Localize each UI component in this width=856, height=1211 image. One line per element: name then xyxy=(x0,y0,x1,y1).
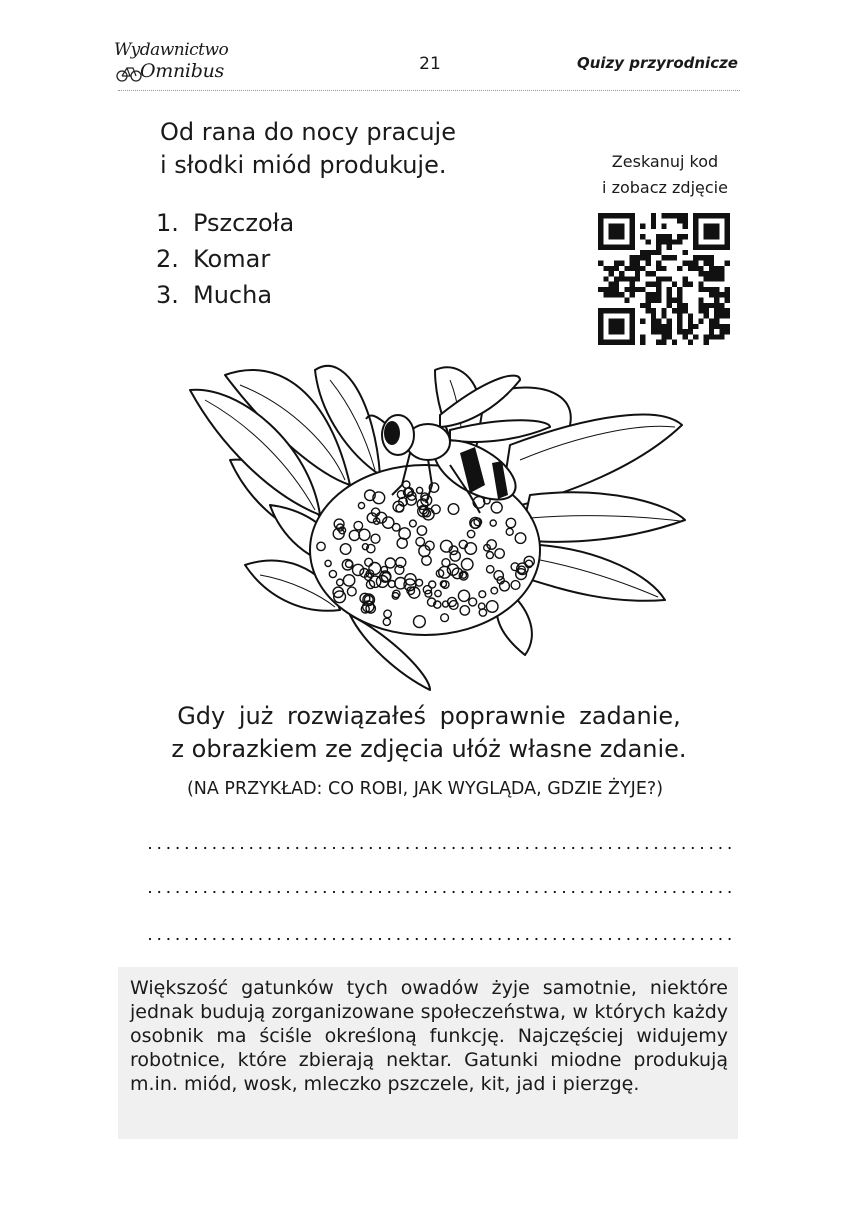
answer-writing-line[interactable] xyxy=(148,842,740,852)
fact-text: Większość gatunków tych owadów żyje samotnie, niektóre jednak budują zorganizowane społeczeństwa, w których każdy osobnik ma ściśle określoną funkcję. Najczęściej widujemy robotnice, które zbierają nektar. Gatunki miodne produkują m.in. miód, wosk, mleczko pszczele, kit, jad i pierzgę. xyxy=(130,977,728,1095)
answer-label: Pszczoła xyxy=(193,209,295,237)
page-number: 21 xyxy=(419,54,441,74)
task-line-1: Gdy już rozwiązałeś poprawnie zadanie, xyxy=(177,702,681,730)
qr-caption-line-2: i zobacz zdjęcie xyxy=(602,178,728,197)
answer-option xyxy=(156,277,294,313)
publisher-name-line1: Wydawnictwo xyxy=(114,40,229,60)
answer-option xyxy=(156,205,294,241)
riddle-line-2: i słodki miód produkuje. xyxy=(160,151,447,179)
riddle-line-1: Od rana do nocy pracuje xyxy=(160,118,456,146)
answer-number: 2. xyxy=(156,245,179,273)
section-title: Quizy przyrodnicze xyxy=(576,54,738,72)
task-hint: (NA PRZYKŁAD: CO ROBI, JAK WYGLĄDA, GDZIE ŻYJE?) xyxy=(186,779,664,799)
qr-caption-line-1: Zeskanuj kod xyxy=(611,152,719,171)
riddle-text xyxy=(160,116,456,182)
answer-list xyxy=(156,205,294,313)
answer-writing-line[interactable] xyxy=(148,886,740,896)
publisher-name-line2: Omnibus xyxy=(140,60,224,82)
answer-label: Komar xyxy=(193,245,271,273)
task-line-2: z obrazkiem ze zdjęcia ułóż własne zdanie. xyxy=(171,735,687,763)
qr-caption xyxy=(582,149,748,201)
header-divider xyxy=(118,90,740,91)
answer-label: Mucha xyxy=(193,281,273,309)
bee-on-flower-illustration xyxy=(170,335,700,695)
bicycle-icon xyxy=(116,64,142,82)
answer-option xyxy=(156,241,294,277)
answer-number: 1. xyxy=(156,209,179,237)
qr-code-icon[interactable] xyxy=(598,213,730,345)
task-instruction xyxy=(150,700,708,766)
fact-box xyxy=(118,967,738,1139)
publisher-logo xyxy=(114,40,229,90)
answer-writing-line[interactable] xyxy=(148,933,740,943)
answer-number: 3. xyxy=(156,281,179,309)
